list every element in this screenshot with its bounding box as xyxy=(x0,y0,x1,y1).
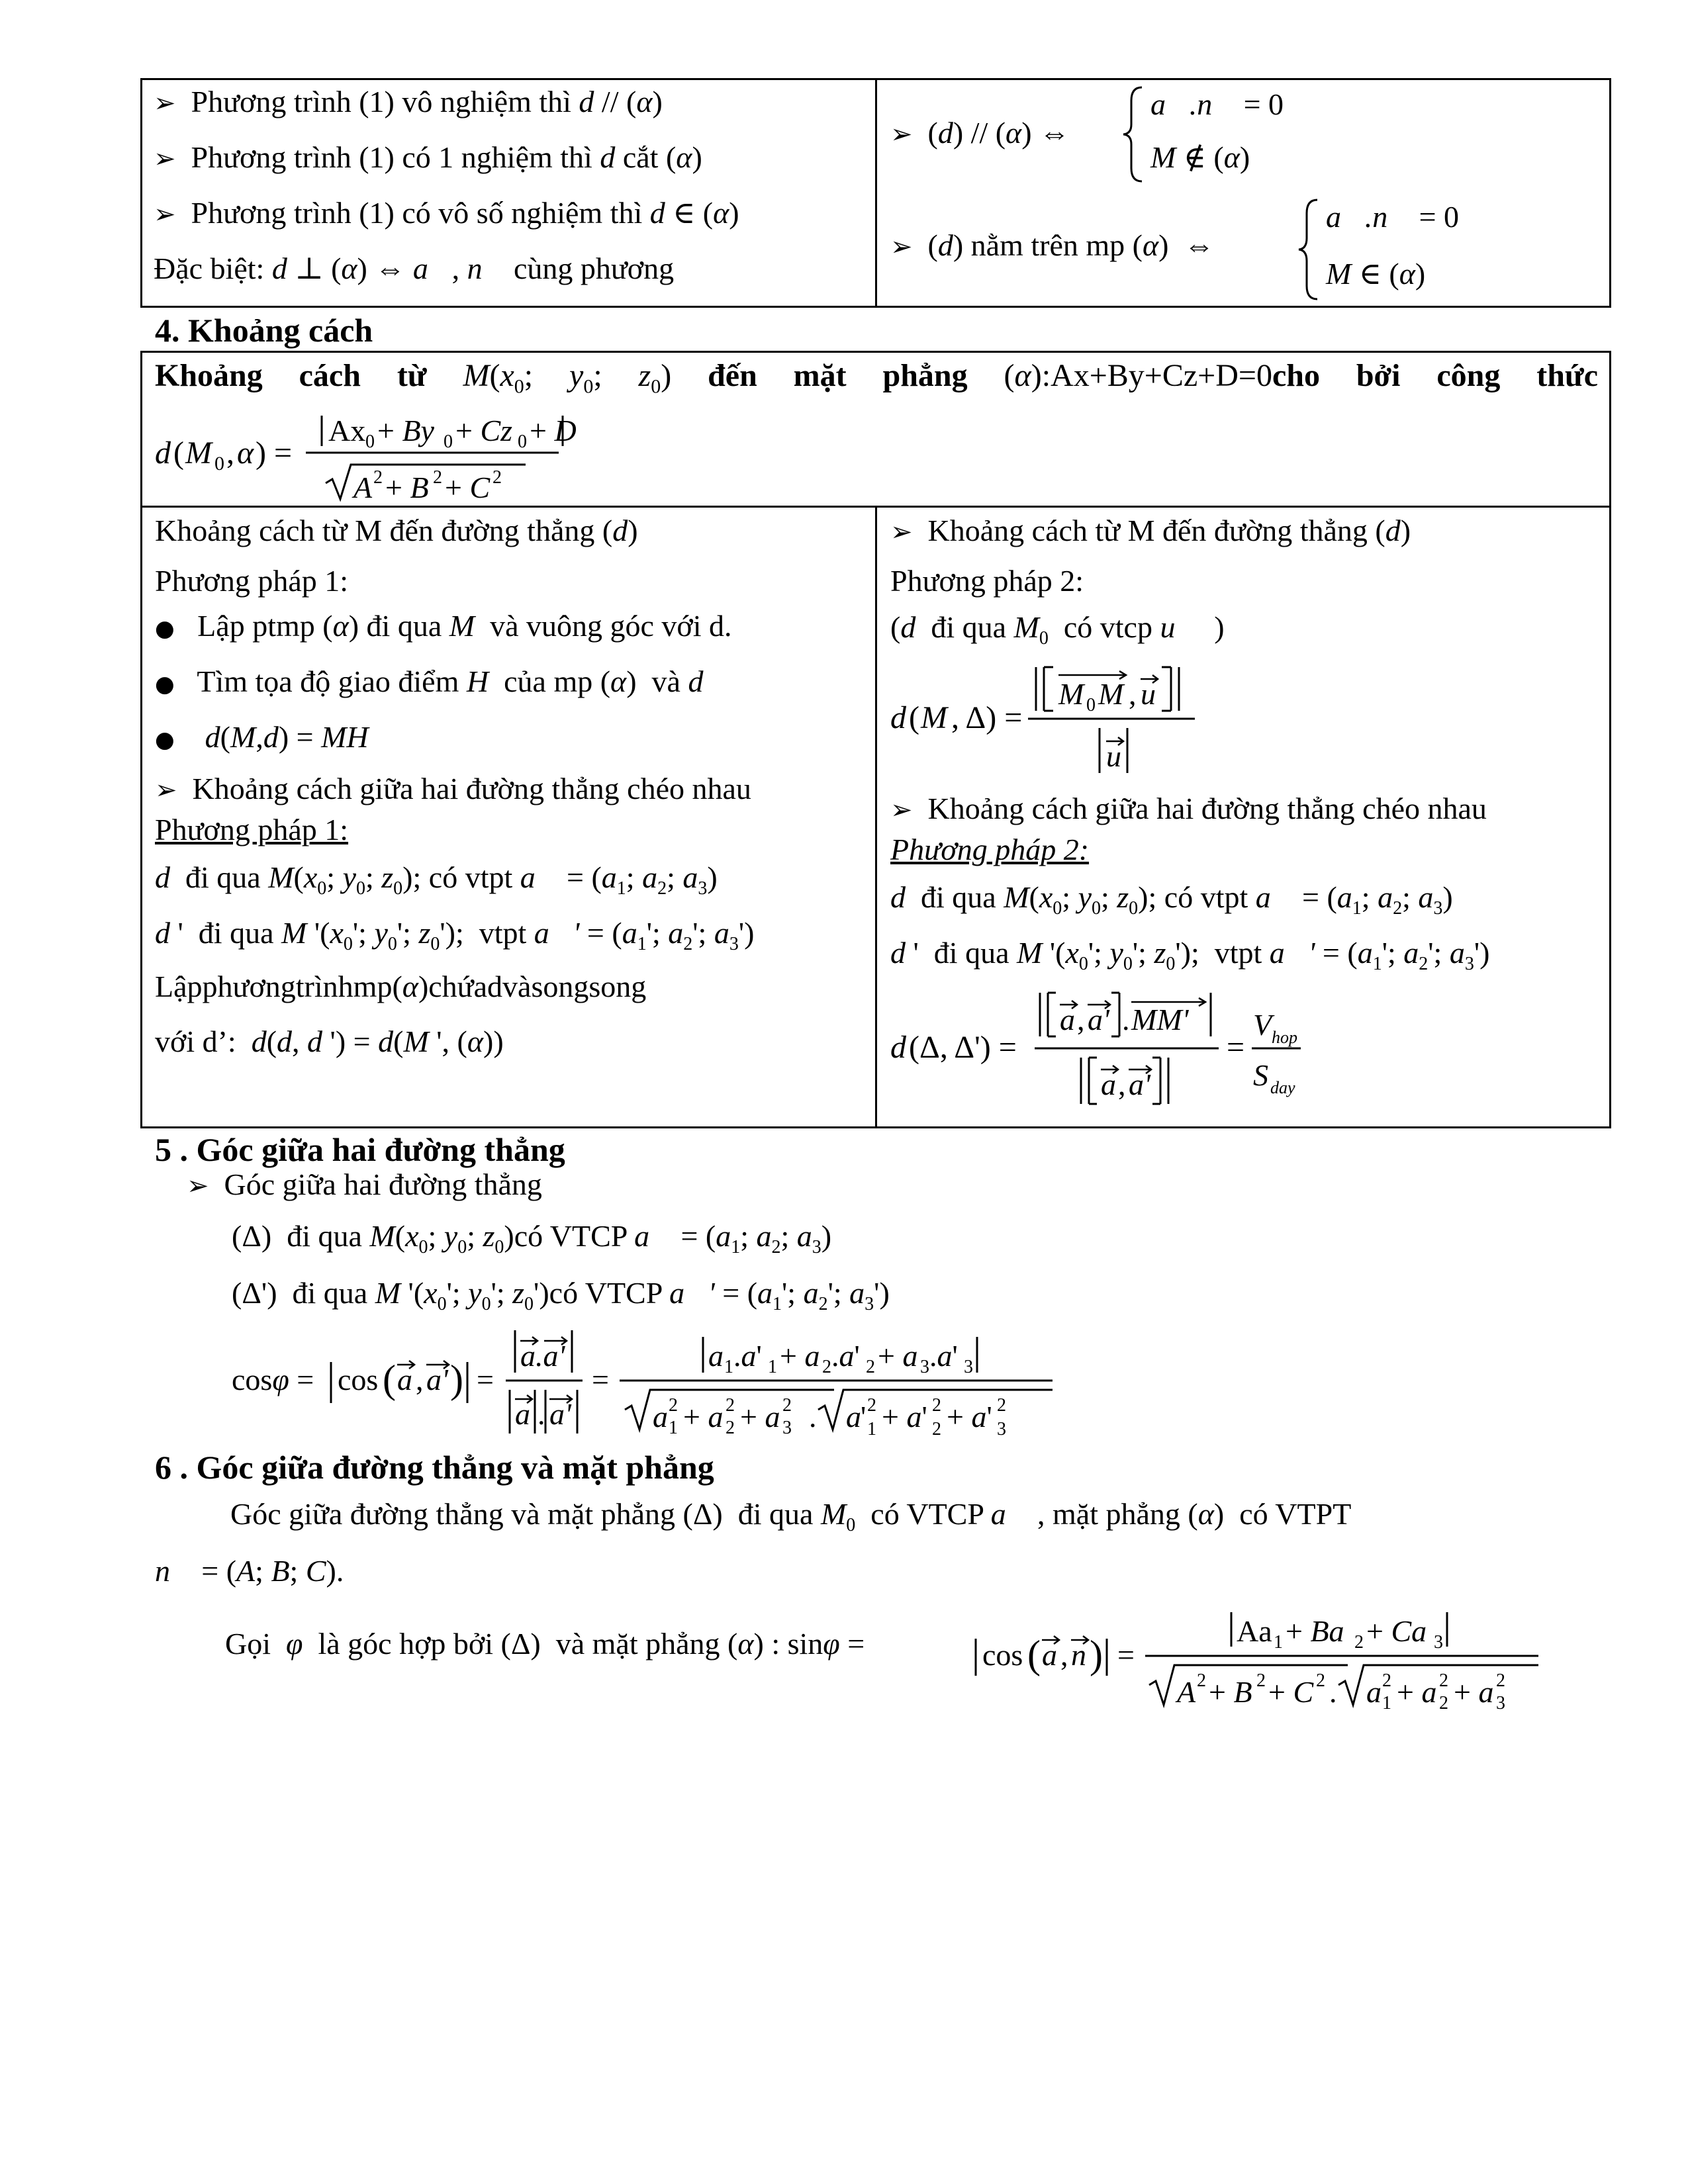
svg-text:(: ( xyxy=(173,435,184,471)
svg-text:2: 2 xyxy=(1439,1670,1448,1691)
right-title: ➢ Khoảng cách từ M đến đường thẳng (d) xyxy=(890,514,1411,547)
table1-left-row-3: ➢ Phương trình (1) có vô số nghiệm thì d ∈ (α) xyxy=(154,196,739,230)
distance-plane-formula xyxy=(155,405,632,504)
svg-text:,: , xyxy=(1129,677,1137,711)
section6-sin-formula xyxy=(970,1595,1553,1714)
svg-text:a: a xyxy=(1101,1068,1116,1101)
svg-text:(Δ, Δ') =: (Δ, Δ') = xyxy=(909,1030,1017,1065)
svg-text:1: 1 xyxy=(768,1357,777,1377)
right-line-d: d đi qua $M(x_0$; $y_0$; $z_0$); có vtpt a⃗ = ($a_1$; $a_2$; $a_3$) xyxy=(890,880,1453,919)
svg-text:+ Cz: + Cz xyxy=(455,414,513,447)
svg-text:3: 3 xyxy=(997,1419,1006,1439)
svg-text:a': a' xyxy=(549,1397,571,1431)
left-conclusion-line-2: với d’: d(d, d ') = d(M ', (α)) xyxy=(155,1024,504,1058)
svg-text:cos: cos xyxy=(338,1363,379,1396)
svg-text:cosφ =: cosφ = xyxy=(232,1363,314,1396)
section6-para-line-1: Góc giữa đường thẳng và mặt phẳng (Δ) đi qua $M_0$ có VTCP a⃗ , mặt phẳng (α) có VTPT xyxy=(230,1497,1352,1536)
svg-text:+ D: + D xyxy=(530,414,577,447)
svg-text:A: A xyxy=(1177,1675,1196,1709)
svg-text:3: 3 xyxy=(964,1357,973,1377)
section5-line-1: (Δ) đi qua $M(x_0$; $y_0$; $z_0)có$ VTCP a⃗ = ($a_1$; $a_2$; $a_3$) xyxy=(232,1219,832,1258)
svg-text:Aa: Aa xyxy=(1237,1614,1272,1648)
svg-text:): ) xyxy=(1090,1633,1103,1676)
system-1-line-1: a⃗.n⃗ = 0 xyxy=(1150,87,1284,121)
svg-text:,: , xyxy=(1060,1638,1068,1672)
svg-text:1: 1 xyxy=(867,1419,876,1439)
svg-text:a: a xyxy=(397,1363,412,1396)
section5-cos-formula xyxy=(232,1324,1092,1443)
table1-left-row-1: ➢ Phương trình (1) vô nghiệm thì d // (α) xyxy=(154,85,663,118)
right-skew-title: ➢ Khoảng cách giữa hai đường thẳng chéo nhau xyxy=(890,792,1487,825)
left-step-2: ● Tìm tọa độ giao điểm H của mp (α) và d xyxy=(155,664,704,698)
svg-text:2: 2 xyxy=(782,1395,792,1416)
svg-text:n: n xyxy=(1071,1638,1086,1672)
section5-line-2: (Δ') đi qua M '($x_0'$; $y_0'$; $z_0')có$ VTCP a⃗' = ($a_1'$; $a_2'$; $a_3'$) xyxy=(232,1276,890,1315)
svg-text:+ a: + a xyxy=(878,1339,918,1373)
svg-text:(: ( xyxy=(383,1357,396,1401)
svg-text:2: 2 xyxy=(822,1357,831,1377)
svg-text:(: ( xyxy=(1027,1633,1041,1676)
svg-text:,: , xyxy=(226,435,234,471)
svg-text:=: = xyxy=(477,1363,494,1396)
svg-text:2: 2 xyxy=(1316,1670,1325,1691)
svg-text:+ a: + a xyxy=(780,1339,820,1373)
table1-left-row-4: Đặc biệt: d ⊥ (α) ⇔ a⃗, n⃗ cùng phương xyxy=(154,251,675,285)
system-2-line-1: a⃗.n⃗ = 0 xyxy=(1326,200,1460,234)
svg-text:cos: cos xyxy=(982,1638,1023,1672)
svg-text:+ a: + a xyxy=(683,1400,724,1433)
svg-text:2: 2 xyxy=(726,1418,735,1438)
right-skew-method: Phương pháp 2: xyxy=(890,833,1090,866)
svg-text:2: 2 xyxy=(1197,1670,1206,1691)
svg-text:2: 2 xyxy=(373,467,383,488)
section4-heading: 4. Khoảng cách xyxy=(155,312,373,349)
svg-text:+ a': + a' xyxy=(947,1400,992,1433)
svg-text:S: S xyxy=(1253,1058,1268,1092)
left-method1: Phương pháp 1: xyxy=(155,564,349,598)
svg-text:a: a xyxy=(515,1397,530,1431)
svg-text:.a': .a' xyxy=(733,1339,762,1373)
system-brace-2 xyxy=(1297,197,1324,303)
distance-intro: Khoảng cách từ $M(x_0$; $y_0$; $z_0$) đến mặt phẳng (α):Ax+By+Cz+D=0cho bởi công thức xyxy=(155,358,1599,398)
svg-text:a.a': a.a' xyxy=(520,1339,565,1373)
svg-text:+ Ba: + Ba xyxy=(1286,1614,1344,1648)
svg-text:2: 2 xyxy=(932,1419,941,1439)
svg-text:d: d xyxy=(155,435,171,471)
svg-text:a: a xyxy=(1042,1638,1057,1672)
table1-right-inplane: ➢ (d) nằm trên mp (α) ⇔ xyxy=(890,228,1215,262)
svg-text:MM': MM' xyxy=(1131,1003,1189,1036)
svg-text:M: M xyxy=(1098,677,1124,711)
left-skew-method: Phương pháp 1: xyxy=(155,813,349,846)
svg-text:A: A xyxy=(353,471,373,504)
svg-text:a: a xyxy=(653,1400,668,1433)
system-brace-1 xyxy=(1122,85,1149,184)
svg-text:2: 2 xyxy=(867,1395,876,1416)
svg-text:u: u xyxy=(1106,739,1121,773)
svg-text:+ a': + a' xyxy=(882,1400,927,1433)
svg-text:d: d xyxy=(890,1030,906,1065)
svg-text:a: a xyxy=(1060,1003,1075,1036)
svg-text:.a': .a' xyxy=(929,1339,958,1373)
section5-heading: 5 . Góc giữa hai đường thẳng xyxy=(155,1131,565,1168)
svg-text:3: 3 xyxy=(1434,1632,1443,1653)
svg-text:+ Ca: + Ca xyxy=(1366,1614,1427,1648)
svg-text:+ a: + a xyxy=(1454,1675,1494,1709)
svg-text:a: a xyxy=(1366,1675,1382,1709)
svg-text:3: 3 xyxy=(1496,1693,1505,1713)
svg-text:M: M xyxy=(1058,677,1084,711)
svg-text:=: = xyxy=(1117,1638,1135,1672)
svg-text:, Δ) =: , Δ) = xyxy=(951,700,1023,735)
svg-text:': ' xyxy=(861,1400,867,1433)
svg-text:u: u xyxy=(1141,677,1156,711)
svg-text:a': a' xyxy=(1129,1068,1150,1101)
section6-para-line-2: n⃗ = (A; B; C). xyxy=(155,1554,344,1588)
table1-right-parallel: ➢ (d) // (α) ⇔ xyxy=(890,116,1070,150)
right-given: (d đi qua $M_0$ có vtcp u⃗ ) xyxy=(890,610,1225,649)
svg-text:.: . xyxy=(538,1397,545,1431)
svg-text:a: a xyxy=(846,1400,861,1433)
svg-text:+ C: + C xyxy=(1268,1675,1314,1709)
svg-text:2: 2 xyxy=(1496,1670,1505,1691)
svg-text:+ C: + C xyxy=(445,471,491,504)
system-2-line-2: M ∈ (α) xyxy=(1326,257,1426,291)
svg-text:.: . xyxy=(809,1400,817,1433)
svg-text:2: 2 xyxy=(1256,1670,1266,1691)
svg-text:): ) xyxy=(450,1357,463,1401)
svg-text:2: 2 xyxy=(1382,1670,1391,1691)
svg-text:M: M xyxy=(185,435,212,471)
section6-heading: 6 . Góc giữa đường thẳng và mặt phẳng xyxy=(155,1449,714,1486)
svg-text:day: day xyxy=(1270,1078,1295,1097)
svg-text:2: 2 xyxy=(726,1395,735,1416)
svg-text:Ax: Ax xyxy=(328,414,366,447)
svg-text:2: 2 xyxy=(669,1395,678,1416)
svg-text:1: 1 xyxy=(1382,1693,1391,1713)
svg-text:+ B: + B xyxy=(1209,1675,1252,1709)
svg-text:hop: hop xyxy=(1272,1028,1297,1047)
svg-text:3: 3 xyxy=(920,1357,929,1377)
left-conclusion-line-1: Lậpphươngtrìnhmp(α)chứadvàsongsong xyxy=(155,970,647,1003)
svg-text:V: V xyxy=(1253,1008,1272,1042)
svg-text:a': a' xyxy=(1088,1003,1109,1036)
left-title: Khoảng cách từ M đến đường thẳng (d) xyxy=(155,514,638,547)
svg-text:,: , xyxy=(1077,1003,1085,1036)
svg-text:+ a: + a xyxy=(740,1400,780,1433)
left-step-1: ● Lập ptmp (α) đi qua M và vuông góc với d. xyxy=(155,609,732,643)
svg-text:2: 2 xyxy=(932,1395,941,1416)
svg-text:.: . xyxy=(1329,1675,1337,1709)
svg-text:2: 2 xyxy=(433,467,442,488)
svg-text:0: 0 xyxy=(1086,695,1096,715)
svg-text:2: 2 xyxy=(492,467,502,488)
left-step-3: ● d(M,d) = MH xyxy=(155,720,369,754)
left-line-d2: d ' đi qua M '($x_0'$; $y_0'$; $z_0'$); vtpt a⃗' = ($a_1'$; $a_2'$; $a_3'$) xyxy=(155,916,755,955)
svg-text:1: 1 xyxy=(669,1418,678,1438)
svg-text:1: 1 xyxy=(1274,1632,1283,1653)
svg-text:2: 2 xyxy=(1354,1632,1364,1653)
svg-text:α: α xyxy=(237,435,254,471)
svg-text:(: ( xyxy=(909,700,919,735)
table-distance-col-divider xyxy=(875,506,877,1128)
svg-text:+ B: + B xyxy=(385,471,429,504)
svg-text:=: = xyxy=(592,1363,609,1396)
svg-text:.a': .a' xyxy=(831,1339,860,1373)
svg-text:M: M xyxy=(921,700,947,735)
right-line-d2: d ' đi qua M '($x_0'$; $y_0'$; $z_0'$); vtpt a⃗' = ($a_1'$; $a_2'$; $a_3'$) xyxy=(890,936,1490,975)
section6-formula-lead: Gọi φ là góc hợp bởi (Δ) và mặt phẳng (α) : sinφ = xyxy=(225,1627,865,1661)
svg-text:0: 0 xyxy=(444,432,453,452)
svg-text:2: 2 xyxy=(1439,1693,1448,1713)
svg-text:+ a: + a xyxy=(1397,1675,1437,1709)
right-skew-formula xyxy=(890,979,1327,1112)
svg-text:1: 1 xyxy=(724,1357,733,1377)
svg-text:.: . xyxy=(1122,1003,1130,1036)
svg-text:3: 3 xyxy=(782,1418,792,1438)
svg-text:0: 0 xyxy=(518,432,527,452)
right-line-distance-formula xyxy=(890,662,1235,781)
section5-bullet: ➢ Góc giữa hai đường thẳng xyxy=(187,1167,542,1201)
table-divider xyxy=(875,78,877,308)
svg-text:0: 0 xyxy=(365,432,375,452)
svg-text:a': a' xyxy=(426,1363,448,1396)
right-method2: Phương pháp 2: xyxy=(890,564,1084,598)
svg-text:) =: ) = xyxy=(256,435,293,471)
svg-text:0: 0 xyxy=(214,453,224,475)
svg-text:+ By: + By xyxy=(377,414,434,447)
left-line-d: d đi qua $M(x_0$; $y_0$; $z_0$); có vtpt a⃗ = ($a_1$; $a_2$; $a_3$) xyxy=(155,860,718,899)
left-skew-title: ➢ Khoảng cách giữa hai đường thẳng chéo nhau xyxy=(155,772,751,805)
svg-text:,: , xyxy=(416,1363,424,1396)
system-1-line-2: M ∉ (α) xyxy=(1150,140,1250,174)
svg-text:,: , xyxy=(1118,1068,1126,1101)
svg-text:2: 2 xyxy=(866,1357,875,1377)
svg-text:d: d xyxy=(890,700,906,735)
svg-text:2: 2 xyxy=(997,1395,1006,1416)
svg-text:=: = xyxy=(1227,1030,1245,1065)
svg-text:a: a xyxy=(708,1339,724,1373)
table1-left-row-2: ➢ Phương trình (1) có 1 nghiệm thì d cắt (α) xyxy=(154,140,702,174)
